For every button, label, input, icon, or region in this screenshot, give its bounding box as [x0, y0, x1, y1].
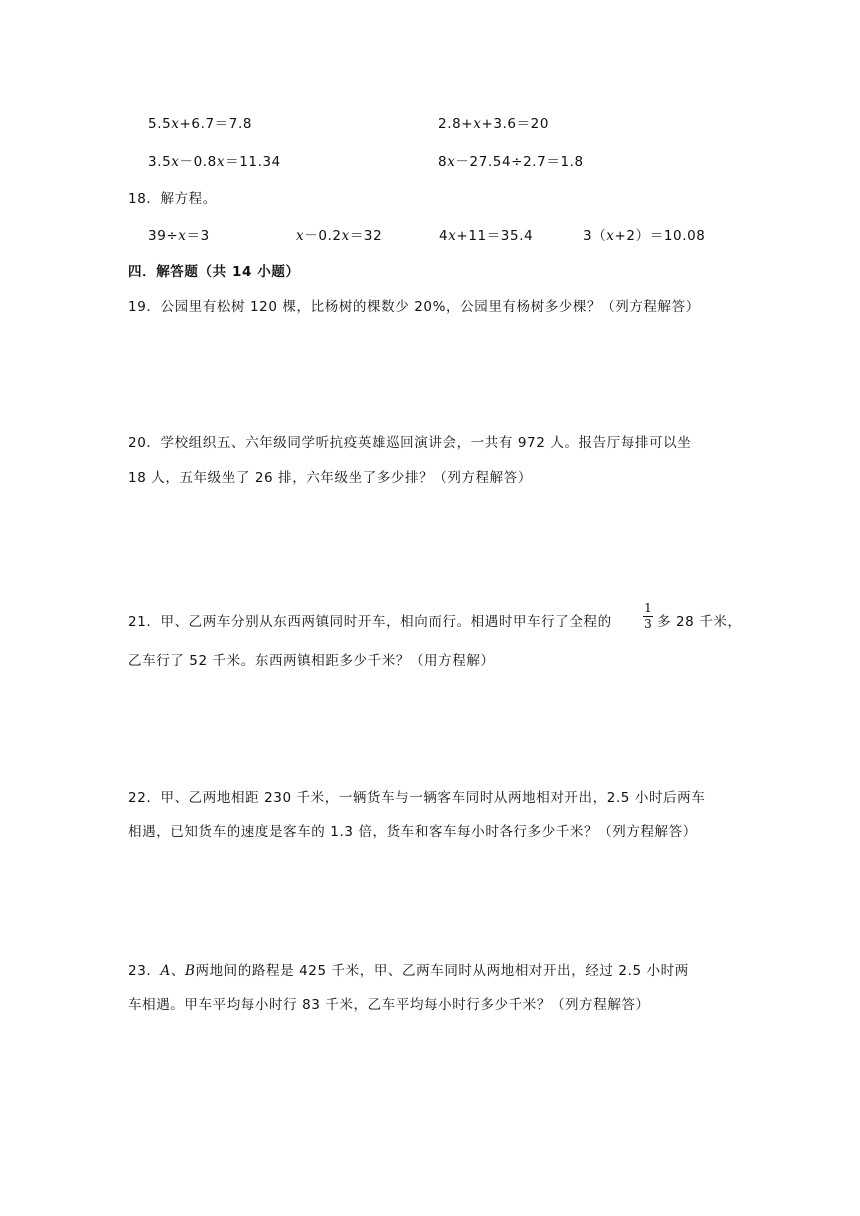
- eq-text: 39÷: [148, 228, 179, 244]
- eq-text: +2）＝10.08: [614, 228, 706, 244]
- question-text: 两地间的路程是 425 千米，甲、乙两车同时从两地相对开出，经过 2.5 小时两: [195, 963, 689, 979]
- eq-text: 3.5: [148, 154, 172, 170]
- question-19: 19．公园里有松树 120 棵，比杨树的棵数少 20%，公园里有杨树多少棵？（列方程解答）: [128, 299, 700, 315]
- fraction-one-third: [643, 602, 653, 631]
- question-21-line-1a: 21．甲、乙两车分别从东西两镇同时开车，相向而行。相遇时甲车行了全程的: [128, 614, 612, 630]
- question-23-line-2: 车相遇。甲车平均每小时行 83 千米，乙车平均每小时行多少千米？（列方程解答）: [128, 997, 650, 1013]
- question-22-line-2: 相遇，已知货车的速度是客车的 1.3 倍，货车和客车每小时各行多少千米？（列方程解答）: [128, 824, 697, 840]
- eq-text: ＝32: [349, 228, 383, 244]
- eq-text: 5.5: [148, 116, 172, 132]
- eq-text: ＝11.34: [225, 154, 281, 170]
- fraction-numerator: 1: [644, 601, 652, 615]
- variable-x: x: [448, 228, 457, 244]
- eq-text: ＝3: [186, 228, 210, 244]
- eq-text: 2.8+: [438, 116, 474, 132]
- question-number: 23．: [128, 963, 161, 979]
- variable-x: x: [171, 154, 180, 170]
- variable-x: x: [171, 116, 180, 132]
- equation-2: [438, 114, 549, 134]
- variable-x: x: [447, 154, 456, 170]
- equation-4: [438, 152, 584, 172]
- q18-equation-1: [148, 226, 210, 246]
- eq-text: +11＝35.4: [456, 228, 534, 244]
- eq-text: 8: [438, 154, 448, 170]
- eq-text: 4: [439, 228, 449, 244]
- equation-3: [148, 152, 281, 172]
- variable-x: x: [341, 228, 350, 244]
- question-21-line-2: 乙车行了 52 千米。东西两镇相距多少千米？（用方程解）: [128, 653, 495, 669]
- question-22-line-1: 22．甲、乙两地相距 230 千米，一辆货车与一辆客车同时从两地相对开出，2.5 小时后两车: [128, 790, 706, 806]
- point-b-label: B: [184, 963, 196, 979]
- eq-text: －27.54÷2.7＝1.8: [455, 154, 584, 170]
- variable-x: x: [216, 154, 226, 170]
- question-23-line-1: [128, 961, 689, 981]
- point-a-label: A: [160, 963, 171, 979]
- question-21-line-1b: 多 28 千米，: [657, 614, 742, 630]
- question-18-label: 18．解方程。: [128, 191, 217, 207]
- separator: 、: [170, 963, 185, 979]
- variable-x: x: [178, 228, 187, 244]
- eq-text: +6.7＝7.8: [179, 116, 253, 132]
- eq-text: －0.8: [179, 154, 217, 170]
- q18-equation-4: [583, 226, 705, 246]
- eq-text: －0.2: [304, 228, 342, 244]
- question-20-line-2: 18 人，五年级坐了 26 排，六年级坐了多少排？（列方程解答）: [128, 470, 532, 486]
- variable-x: x: [606, 228, 615, 244]
- fraction-denominator: 3: [644, 617, 652, 631]
- eq-text: +3.6＝20: [481, 116, 550, 132]
- question-20-line-1: 20．学校组织五、六年级同学听抗疫英雄巡回演讲会，一共有 972 人。报告厅每排可以坐: [128, 435, 692, 451]
- eq-text: 3（: [583, 228, 607, 244]
- variable-x: x: [296, 228, 305, 244]
- variable-x: x: [473, 116, 482, 132]
- section-heading: 四．解答题（共 14 小题）: [128, 264, 300, 280]
- equation-1: [148, 114, 252, 134]
- q18-equation-3: [439, 226, 533, 246]
- q18-equation-2: [296, 226, 382, 246]
